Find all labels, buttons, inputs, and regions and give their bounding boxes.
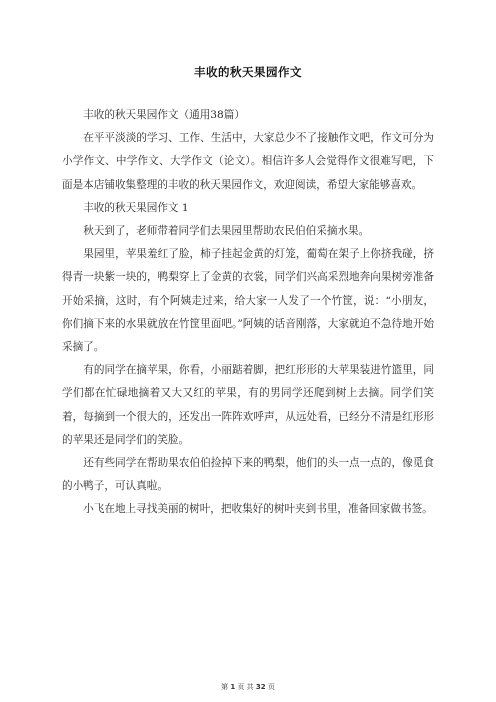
paragraph-body: 果园里，苹果羞红了脸，柿子挂起金黄的灯笼，葡萄在架子上你挤我碰，挤得青一块紫一块的，鸭梨穿上了金黄的衣裳，同学们兴高采烈地奔向果树旁准备开始采摘，这时，有个阿姨走过来，给大家一人发了一个竹筐，说：“小朋友，你们摘下来的水果就放在竹筐里面吧。”阿姨的话音刚落，大家就迫不急待地开始采摘了。 [62, 248, 434, 354]
document-title: 丰收的秋天果园作文 [194, 65, 302, 79]
footer-page-number: 1 [230, 683, 236, 691]
footer-prefix: 第 [221, 683, 229, 691]
paragraph-body: 还有些同学在帮助果农伯伯捡掉下来的鸭梨，他们的头一点一点的，像觅食的小鸭子，可认真啦。 [62, 457, 434, 493]
paragraph-body: 小飞在地上寻找美丽的树叶，把收集好的树叶夹到书里，准备回家做书签。 [83, 503, 433, 516]
paragraph-intro: 在平平淡淡的学习、工作、生活中，大家总少不了接触作文吧，作文可分为小学作文、中学作文、大学作文（论文）。相信许多人会觉得作文很难写吧，下面是本店铺收集整理的丰收的秋天果园作文，欢迎阅读，希望大家能够喜欢。 [62, 132, 434, 191]
footer-suffix: 页 [267, 683, 275, 691]
paragraph-body: 有的同学在摘苹果，你看，小丽踮着脚，把红形形的大苹果装进竹篮里，同学们都在忙碌地摘着又大又红的苹果，有的男同学还爬到树上去摘。同学们笑着，每摘到一个很大的，还发出一阵阵欢呼声，从远处看，已经分不清是红形形的苹果还是同学们的笑脸。 [62, 364, 434, 446]
footer-middle: 页 共 [237, 683, 254, 691]
page-footer [0, 682, 496, 692]
paragraph-section-heading: 丰收的秋天果园作文 1 [83, 201, 189, 214]
footer-total-pages: 32 [255, 683, 266, 691]
document-body [62, 104, 434, 522]
paragraph-body: 秋天到了，老师带着同学们去果园里帮助农民伯伯采摘水果。 [83, 225, 370, 238]
paragraph-subtitle: 丰收的秋天果园作文（通用38篇） [83, 109, 245, 121]
